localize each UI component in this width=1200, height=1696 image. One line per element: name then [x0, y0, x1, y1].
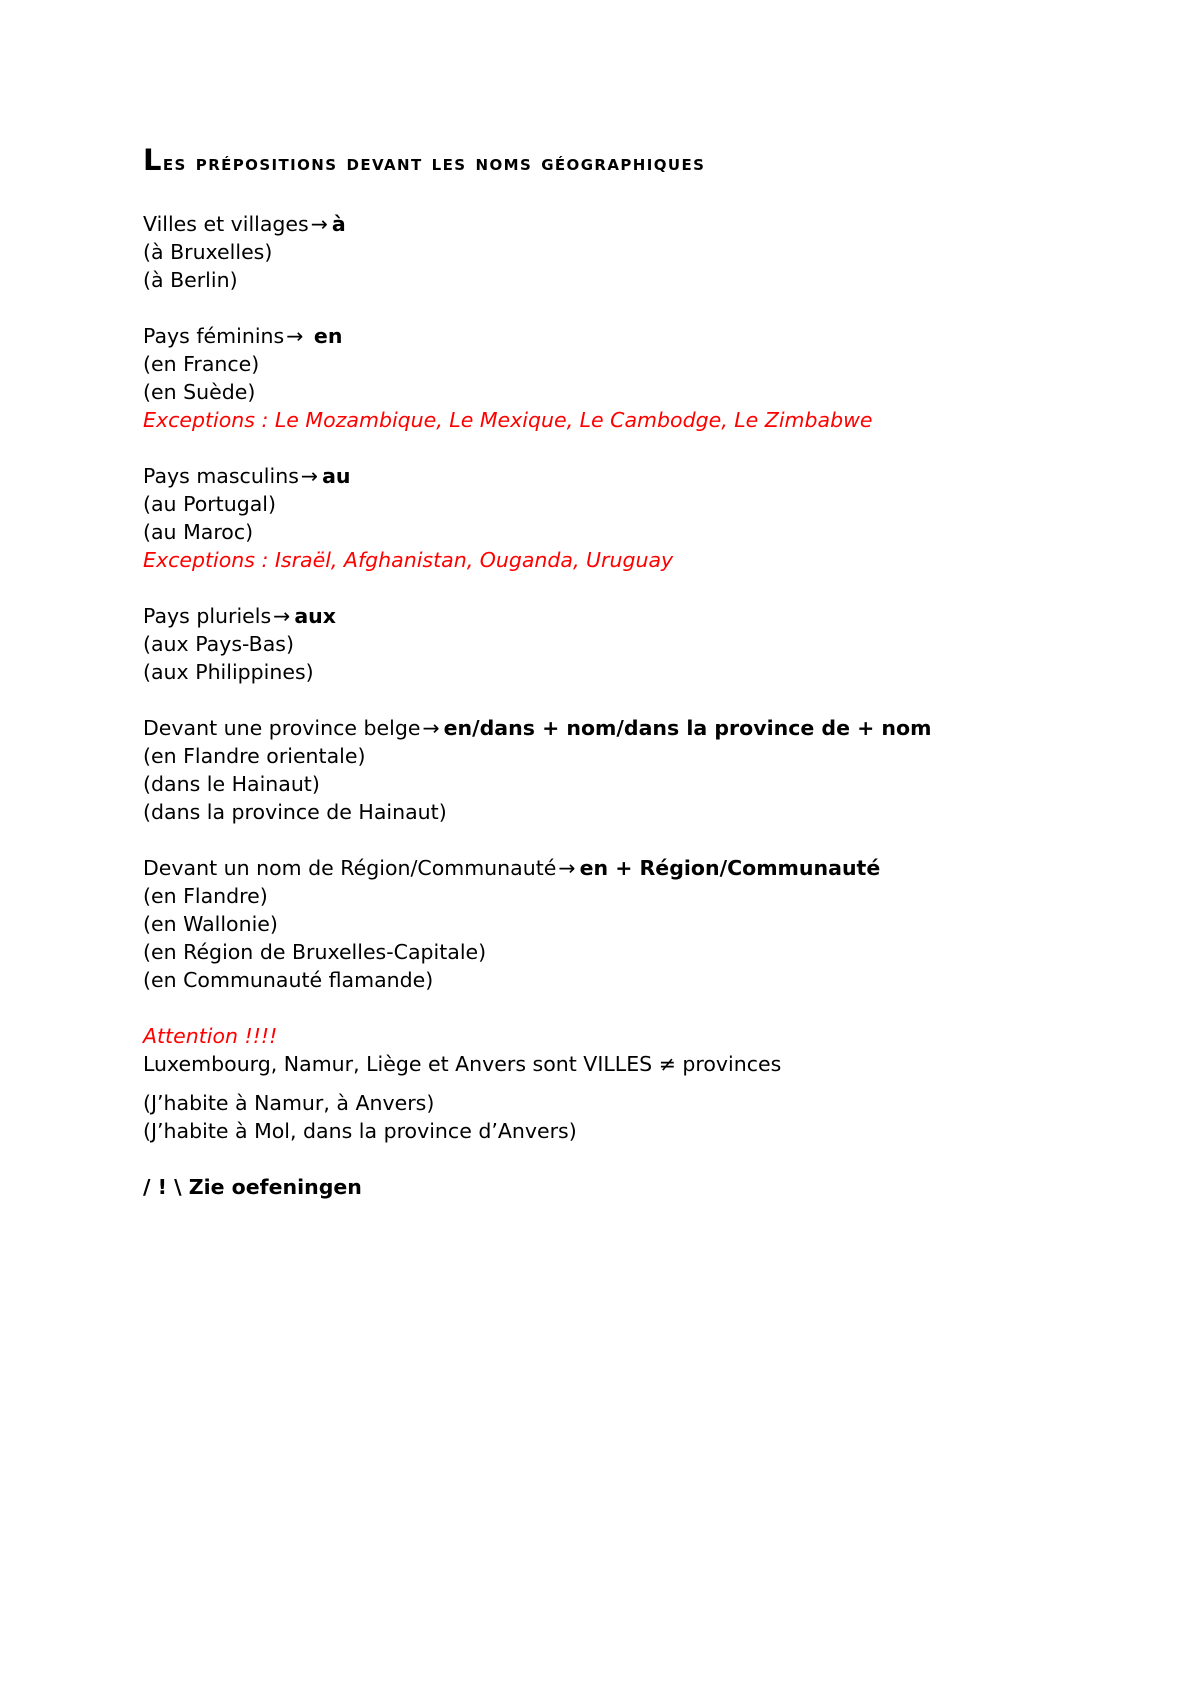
document-page [143, 140, 1143, 1201]
spacer [143, 1145, 1143, 1173]
example-line: (à Bruxelles) [143, 240, 273, 264]
spacer [143, 434, 1143, 462]
example-line: (dans le Hainaut) [143, 772, 320, 796]
example-line: (J’habite à Namur, à Anvers) [143, 1091, 435, 1115]
rule-line [143, 322, 1143, 350]
example-line: (en France) [143, 352, 260, 376]
example-line: (à Berlin) [143, 268, 238, 292]
example-line: (en Flandre orientale) [143, 744, 366, 768]
page-title [143, 140, 1143, 184]
preposition: en/dans + nom/dans la province de + nom [443, 716, 932, 740]
example-line: (en Wallonie) [143, 912, 278, 936]
rule-label: Pays pluriels [143, 604, 272, 628]
preposition: à [331, 212, 346, 236]
example-line: (en Communauté flamande) [143, 968, 434, 992]
arrow-right-icon: → [273, 604, 291, 628]
example-line: (aux Philippines) [143, 660, 314, 684]
exceptions-line: Exceptions : Le Mozambique, Le Mexique, Le Cambodge, Le Zimbabwe [143, 408, 873, 432]
preposition: au [322, 464, 351, 488]
example-line: (en Région de Bruxelles-Capitale) [143, 940, 487, 964]
section-province [143, 714, 1143, 826]
attention-text: Luxembourg, Namur, Liège et Anvers sont VILLES ≠ provinces [143, 1052, 782, 1076]
example-line: (au Maroc) [143, 520, 254, 544]
footer-note: / ! \ Zie oefeningen [143, 1175, 362, 1199]
example-line: (au Portugal) [143, 492, 276, 516]
example-line: (en Suède) [143, 380, 256, 404]
example-line: (en Flandre) [143, 884, 268, 908]
preposition: en [313, 324, 343, 348]
rule-label: Devant un nom de Région/Communauté [143, 856, 557, 880]
section-villes [143, 210, 1143, 294]
rule-line [143, 714, 1143, 742]
section-masculins [143, 462, 1143, 574]
spacer [143, 1078, 1143, 1089]
example-line: (dans la province de Hainaut) [143, 800, 447, 824]
rule-line [143, 602, 1143, 630]
preposition: en + Région/Communauté [579, 856, 881, 880]
example-line: (J’habite à Mol, dans la province d’Anvers) [143, 1119, 577, 1143]
arrow-right-icon: → [422, 716, 440, 740]
spacer [143, 574, 1143, 602]
spacer [143, 826, 1143, 854]
rule-label: Pays masculins [143, 464, 299, 488]
exceptions-line: Exceptions : Israël, Afghanistan, Ouganda, Uruguay [143, 548, 674, 572]
spacer [143, 686, 1143, 714]
spacer [143, 994, 1143, 1022]
arrow-right-icon: → [558, 856, 576, 880]
attention-heading: Attention !!!! [143, 1024, 278, 1048]
rule-line [143, 462, 1143, 490]
title-rest: es prépositions devant les noms géographiques [162, 151, 706, 176]
arrow-right-icon: → [310, 212, 328, 236]
section-region [143, 854, 1143, 994]
title-first-letter: L [143, 143, 163, 177]
section-attention [143, 1022, 1143, 1145]
example-line: (aux Pays-Bas) [143, 632, 294, 656]
rule-line [143, 854, 1143, 882]
preposition: aux [294, 604, 336, 628]
arrow-right-icon: → [286, 324, 304, 348]
spacer [143, 294, 1143, 322]
rule-label: Devant une province belge [143, 716, 421, 740]
section-pluriels [143, 602, 1143, 686]
arrow-right-icon: → [300, 464, 319, 488]
section-feminins [143, 322, 1143, 434]
rule-label: Villes et villages [143, 212, 309, 236]
rule-line [143, 210, 1143, 238]
rule-label: Pays féminins [143, 324, 285, 348]
